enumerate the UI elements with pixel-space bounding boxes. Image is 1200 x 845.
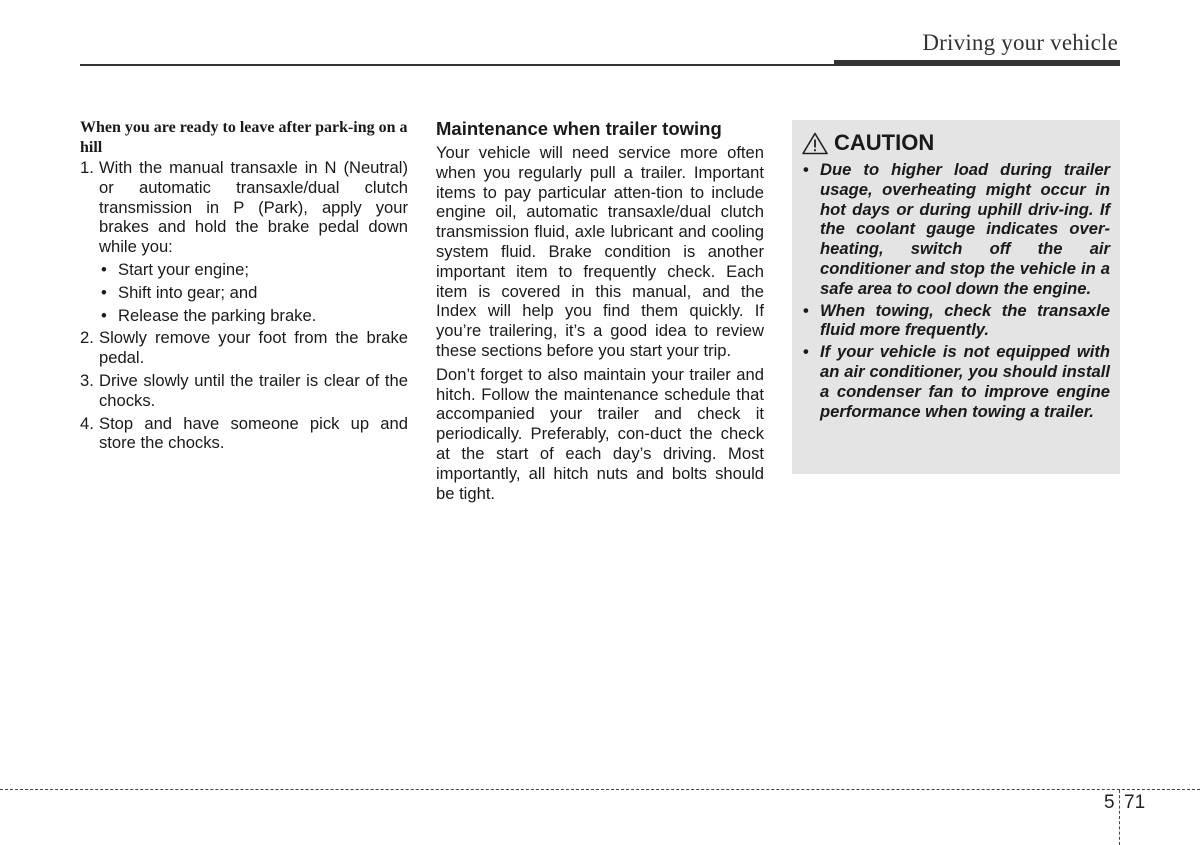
step-item: 4. Stop and have someone pick up and store the chocks.: [80, 413, 408, 453]
warning-triangle-icon: [802, 132, 828, 155]
subheading-leave-hill: When you are ready to leave after park-ing on a hill: [80, 119, 408, 156]
caution-heading: [802, 130, 934, 156]
bullet-item: • Release the parking brake.: [101, 305, 317, 325]
bullet-item: • Start your engine;: [101, 259, 249, 279]
step-item: 3. Drive slowly until the trailer is clear of the chocks.: [80, 370, 408, 410]
step-text: Slowly remove your foot from the brake pedal.: [99, 328, 408, 368]
header-rule-accent: [834, 60, 1120, 66]
page-number: 71: [1124, 792, 1146, 813]
maintenance-paragraph: Don’t forget to also maintain your trailer and hitch. Follow the maintenance schedule that accompanied your trailer and check it periodically. Preferably, con-duct the check at the start of each day’s driving. Most importantly, all hitch nuts and bolts should be tight.: [436, 364, 764, 503]
footer-rule: [0, 789, 1200, 790]
caution-item: • Due to higher load during trailer usage, overheating might occur in hot days or during uphill driv-ing. If the coolant gauge indicates over-heating, switch off the air conditioner and stop the vehicle in a safe area to cool down the engine.: [803, 160, 1110, 298]
column-maintenance: [436, 116, 764, 507]
caution-list: [802, 160, 1110, 423]
bullet-item: • Shift into gear; and: [101, 282, 258, 302]
step-item: 1. With the manual transaxle in N (Neutral) or automatic transaxle/dual clutch transmission in P (Park), apply your brakes and hold the brake pedal down while you:: [80, 158, 408, 257]
caution-item: • When towing, check the transaxle fluid more frequently.: [803, 300, 1110, 340]
maintenance-heading: Maintenance when trailer towing: [436, 118, 722, 139]
caution-box: [792, 120, 1120, 474]
caution-title: CAUTION: [834, 130, 935, 155]
section-title: Driving your vehicle: [922, 30, 1118, 55]
column-hill-start: [80, 116, 408, 453]
bullet-group: [80, 260, 408, 325]
step-text: Drive slowly until the trailer is clear of the chocks.: [99, 370, 408, 410]
step-item: 2. Slowly remove your foot from the brake pedal.: [80, 328, 408, 368]
step-text: Stop and have someone pick up and store the chocks.: [99, 413, 408, 453]
section-number: 5: [1104, 792, 1115, 813]
maintenance-paragraph: Your vehicle will need service more often when you regularly pull a trailer. Important items to pay particular atten-tion to include engine oil, automatic transaxle/dual clutch transmission fluid, axle lubricant and cooling system fluid. Brake condition is another important item to frequently check. Each item is covered in this manual, and the Index will help you find them quickly. If you’re trailering, it’s a good idea to review these sections before you start your trip.: [436, 143, 764, 360]
page-divider: [1119, 790, 1120, 845]
caution-item: • If your vehicle is not equipped with an air conditioner, you should install a condenser fan to improve engine performance when towing a trailer.: [803, 342, 1110, 421]
header-rule: [80, 64, 840, 66]
step-text: With the manual transaxle in N (Neutral) or automatic transaxle/dual clutch transmission in P (Park), apply your brakes and hold the brake pedal down while you:: [99, 158, 408, 257]
